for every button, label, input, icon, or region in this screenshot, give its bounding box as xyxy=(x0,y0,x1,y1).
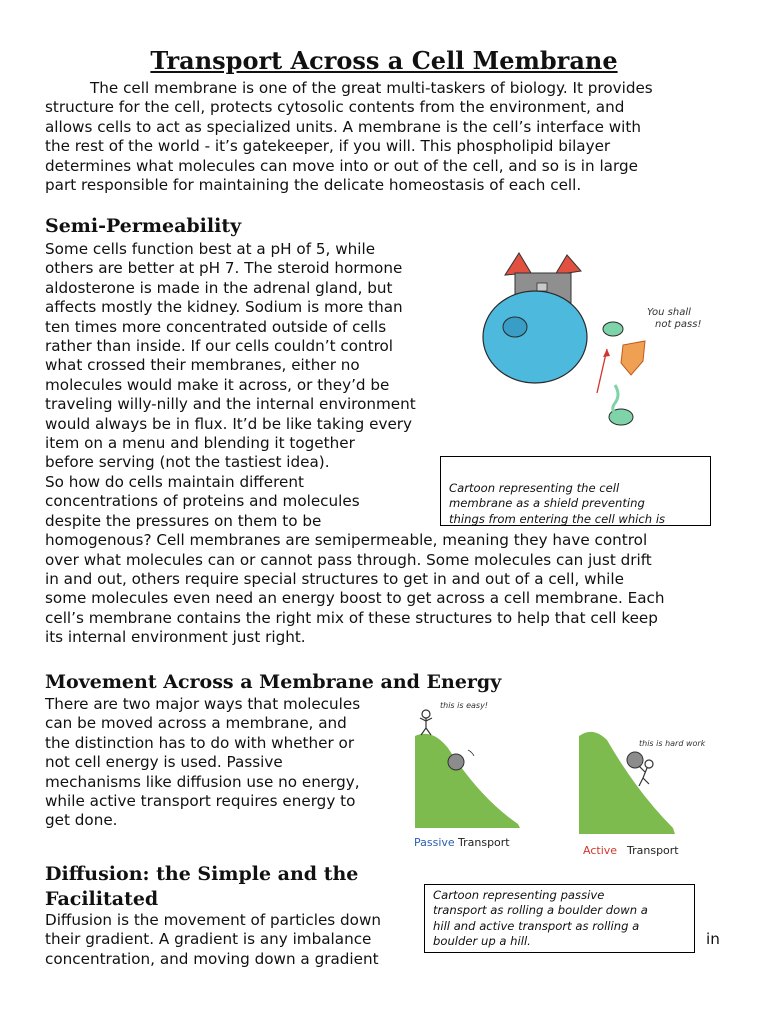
semi-line: its internal environment just right. xyxy=(45,628,306,647)
boulder-icon xyxy=(448,754,464,770)
speech-bubble-text: this is hard work xyxy=(639,739,706,748)
semi-line: some molecules even need an energy boost to get across a cell membrane. Each xyxy=(45,589,665,608)
semi-line: concentrations of proteins and molecules xyxy=(45,492,360,511)
stick-figure-icon xyxy=(420,710,432,735)
intro-line: part responsible for maintaining the delicate homeostasis of each cell. xyxy=(45,176,582,195)
page-title: Transport Across a Cell Membrane xyxy=(150,46,618,75)
intro-paragraph xyxy=(45,79,653,195)
semi-line: despite the pressures on them to be xyxy=(45,511,322,530)
semi-line: in and out, others require special structures to get in and out of a cell, while xyxy=(45,569,624,588)
movement-line: the distinction has to do with whether or xyxy=(45,733,355,752)
movement-line: get done. xyxy=(45,811,118,830)
diffusion-line: Diffusion is the movement of particles down xyxy=(45,911,382,929)
movement-paragraph xyxy=(45,695,360,831)
caption-line: transport as rolling a boulder down a xyxy=(433,903,648,918)
movement-line: not cell energy is used. Passive xyxy=(45,753,283,772)
caption-line: membrane as a shield preventing xyxy=(449,496,645,511)
movement-line: while active transport requires energy to xyxy=(45,792,356,811)
semi-line: cell’s membrane contains the right mix of these structures to help that cell keep xyxy=(45,608,658,627)
diffusion-heading-line: Facilitated xyxy=(45,888,159,910)
intro-line: allows cells to act as specialized units. A membrane is the cell’s interface with xyxy=(45,117,641,136)
semi-line: traveling willy-nilly and the internal environment xyxy=(45,395,416,414)
semi-line: what crossed their membranes, either no xyxy=(45,356,360,375)
speech-bubble-text: not pass! xyxy=(655,319,702,330)
caption-line: things from entering the cell which is xyxy=(449,511,666,526)
passive-transport-cartoon xyxy=(410,698,560,858)
semi-line: others are better at pH 7. The steroid hormone xyxy=(45,259,403,278)
diffusion-line: concentration, and moving down a gradient xyxy=(45,949,379,968)
active-label: Active xyxy=(583,844,618,857)
semi-line: So how do cells maintain different xyxy=(45,472,304,491)
intro-line: The cell membrane is one of the great multi-taskers of biology. It provides xyxy=(90,79,653,97)
diffusion-heading-line: Diffusion: the Simple and the xyxy=(45,863,359,885)
semi-line: Some cells function best at a pH of 5, while xyxy=(45,240,376,258)
movement-line: mechanisms like diffusion use no energy, xyxy=(45,772,360,791)
shield-icon xyxy=(621,341,645,375)
semi-line: homogenous? Cell membranes are semipermeable, meaning they have control xyxy=(45,531,648,550)
transport-label: Transport xyxy=(458,836,510,849)
semi-line: rather than inside. If our cells couldn’t control xyxy=(45,337,394,356)
hill-icon xyxy=(415,734,520,828)
caption-line: hill and active transport as rolling a xyxy=(433,918,640,933)
semi-line: molecules would make it across, or they’d be xyxy=(45,375,390,394)
castle-roof-right-icon xyxy=(555,255,581,275)
semi-permeability-heading: Semi-Permeability xyxy=(45,215,242,237)
castle-cell-cartoon xyxy=(475,245,735,435)
intro-line: determines what molecules can move into or out of the cell, and so is in large xyxy=(45,156,638,175)
cell-body-icon xyxy=(483,291,587,383)
transport-caption xyxy=(424,884,695,953)
guard-molecule-icon xyxy=(603,322,623,336)
movement-line: There are two major ways that molecules xyxy=(45,695,361,713)
movement-heading: Movement Across a Membrane and Energy xyxy=(45,671,502,693)
semi-line: ten times more concentrated outside of cells xyxy=(45,317,387,336)
semi-line: affects mostly the kidney. Sodium is more than xyxy=(45,298,403,317)
movement-line: can be moved across a membrane, and xyxy=(45,714,347,733)
caption-line: boulder up a hill. xyxy=(433,934,531,949)
diffusion-heading xyxy=(45,862,358,912)
caption-line: Cartoon representing the cell xyxy=(449,481,620,495)
diffusion-paragraph xyxy=(45,911,381,969)
nucleus-icon xyxy=(503,317,527,337)
speech-bubble-text: You shall xyxy=(647,307,691,318)
intro-line: structure for the cell, protects cytosolic contents from the environment, and xyxy=(45,98,625,117)
castle-caption xyxy=(440,456,711,526)
semi-line: item on a menu and blending it together xyxy=(45,434,355,453)
semi-line: over what molecules can or cannot pass through. Some molecules can just drift xyxy=(45,550,652,569)
semi-line: before serving (not the tastiest idea). xyxy=(45,453,330,472)
semi-line: aldosterone is made in the adrenal gland, but xyxy=(45,278,393,297)
intro-line: the rest of the world - it’s gatekeeper, if you will. This phospholipid bilayer xyxy=(45,137,611,156)
transport-label: Transport xyxy=(627,844,679,857)
speech-bubble-text: this is easy! xyxy=(440,701,489,710)
passive-label: Passive xyxy=(414,836,455,849)
diffusion-line: their gradient. A gradient is any imbalance xyxy=(45,930,372,949)
active-transport-cartoon xyxy=(575,722,715,862)
caption-line: Cartoon representing passive xyxy=(433,888,605,902)
castle-roof-left-icon xyxy=(505,253,531,275)
semi-line: would always be in flux. It’d be like taking every xyxy=(45,414,413,433)
diffusion-trailing-word: in xyxy=(706,930,720,948)
boulder-icon xyxy=(627,752,643,768)
